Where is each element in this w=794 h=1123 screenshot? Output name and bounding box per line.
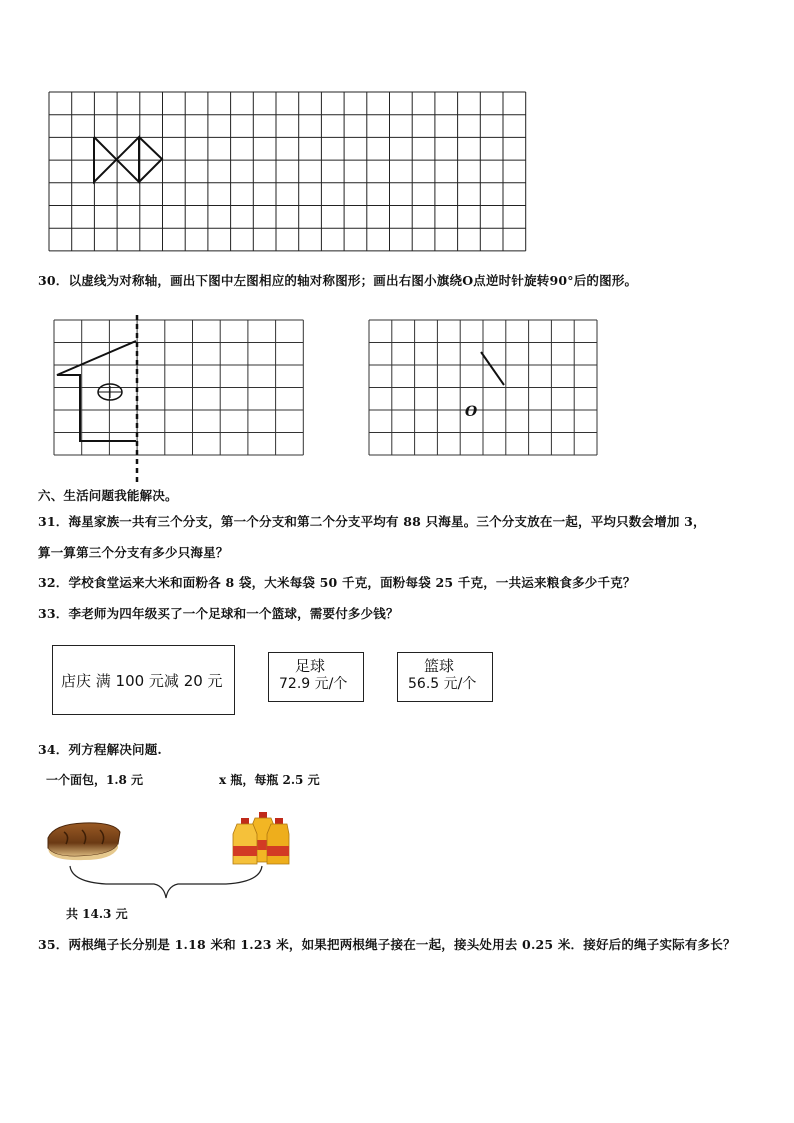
rotation-grid (368, 316, 602, 458)
question-31-line2: 算一算第三个分支有多少只海星？ (38, 545, 229, 560)
promo-box (52, 645, 235, 715)
flag-shape (481, 352, 504, 385)
football-price: 72.9 元/个 (279, 676, 348, 692)
rotation-center-label: O (465, 404, 478, 420)
basketball-price-box (397, 652, 493, 702)
reflection-grid (52, 315, 308, 485)
football-price-box (268, 652, 364, 702)
question-32: 32．学校食堂运来大米和面粉各 8 袋，大米每袋 50 千克，面粉每袋 25 千克，一共运来粮食多少千克？ (38, 575, 636, 590)
football-name: 足球 (295, 657, 326, 675)
bread-label: 一个面包，1.8 元 (46, 773, 144, 787)
question-30: 30．以虚线为对称轴，画出下图中左图相应的轴对称图形；画出右图小旗绕O点逆时针旋转90°后的图形。 (38, 273, 638, 288)
question-33: 33．李老师为四年级买了一个足球和一个篮球，需要付多少钱？ (38, 606, 399, 621)
question-34: 34．列方程解决问题. (38, 742, 162, 757)
question-31-line1: 31．海星家族一共有三个分支，第一个分支和第二个分支平均有 88 只海星。三个分支放在一起，平均只数会增加 3， (38, 514, 706, 529)
question-35: 35．两根绳子长分别是 1.18 米和 1.23 米，如果把两根绳子接在一起，接头处用去 0.25 米．接好后的绳子实际有多长？ (38, 937, 736, 952)
oil-bottles-image (231, 804, 291, 866)
promo-text: 店庆 满 100 元减 20 元 (61, 672, 223, 690)
bowtie-shape (94, 137, 162, 182)
top-grid (48, 91, 528, 253)
basketball-price: 56.5 元/个 (408, 676, 477, 692)
total-brace (66, 862, 266, 902)
bottles-label: x 瓶，每瓶 2.5 元 (219, 773, 320, 787)
house-shape (57, 341, 136, 441)
basketball-name: 篮球 (424, 657, 455, 675)
section-6-heading: 六、生活问题我能解决。 (38, 488, 178, 503)
bread-image (44, 818, 124, 862)
total-label: 共 14.3 元 (66, 907, 128, 921)
